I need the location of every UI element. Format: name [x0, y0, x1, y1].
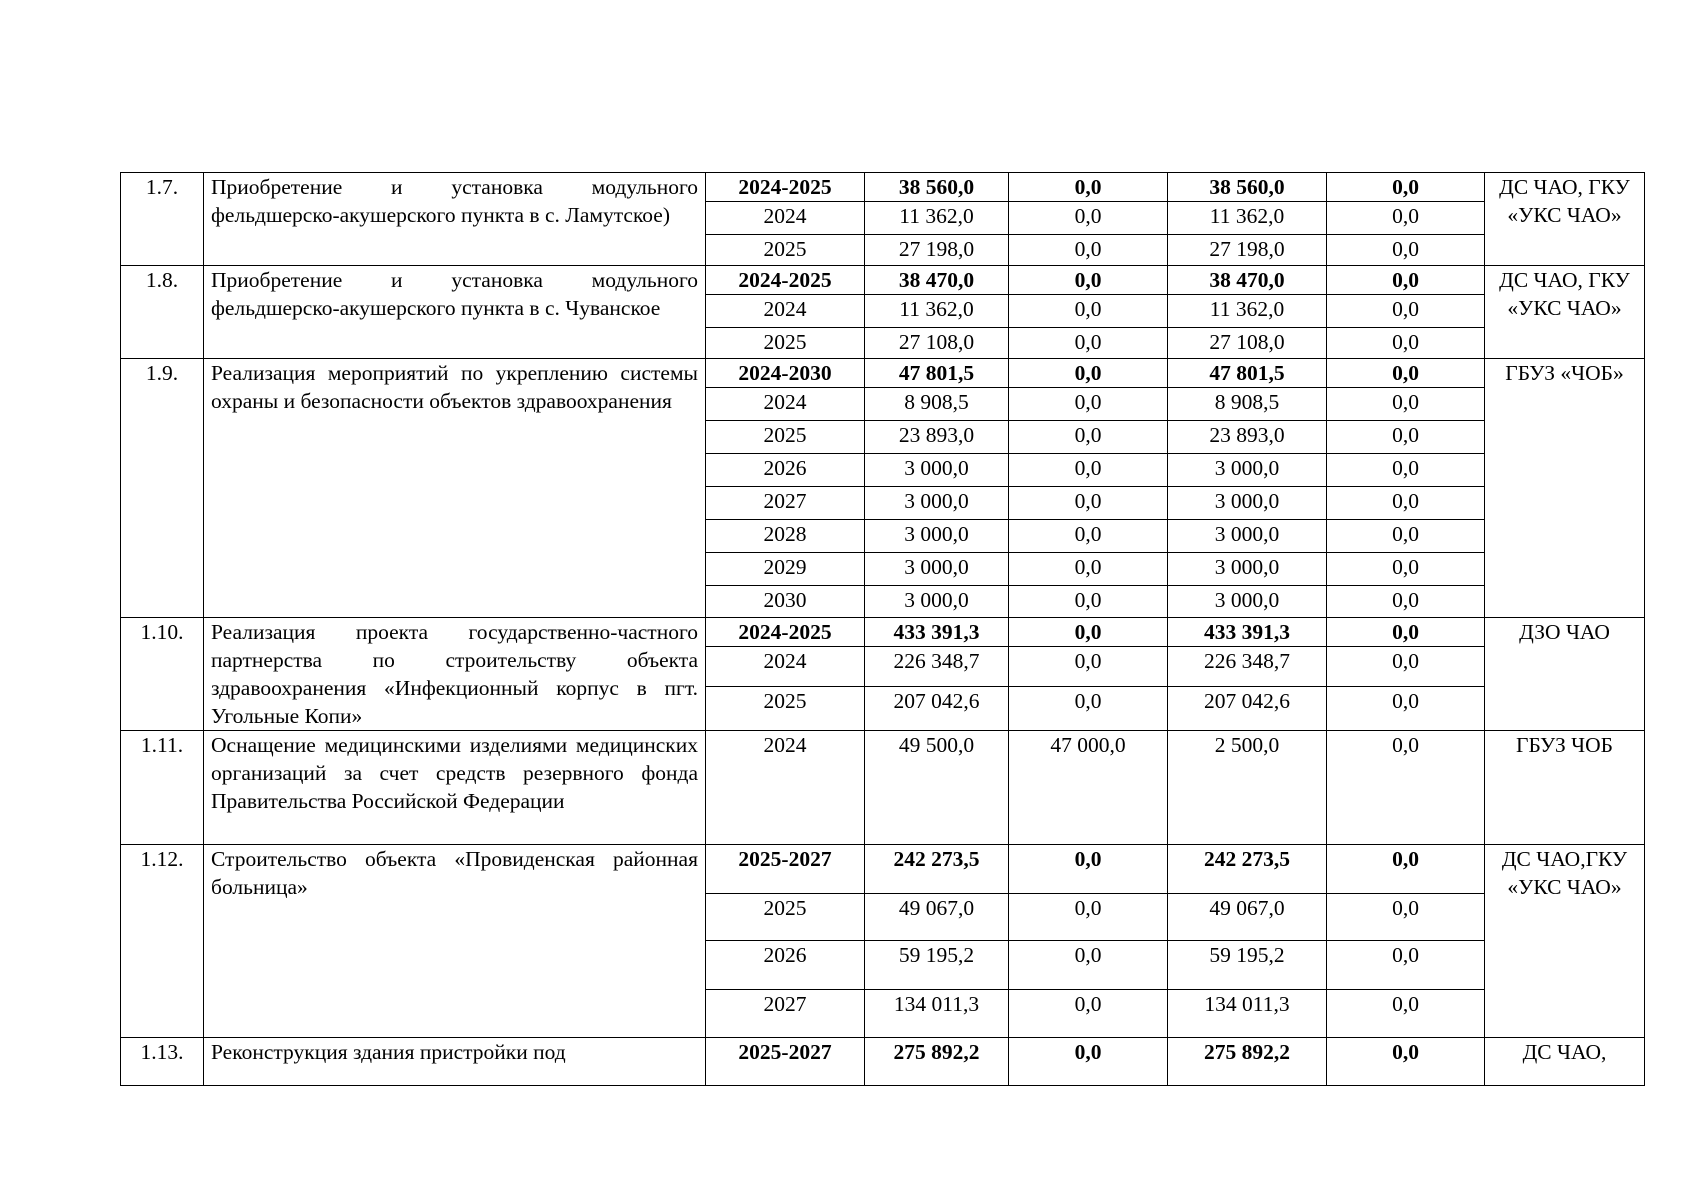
other-sources-cell: 0,0 [1327, 173, 1485, 202]
regional-budget-cell: 11 362,0 [1168, 202, 1327, 235]
regional-budget-cell: 3 000,0 [1168, 520, 1327, 553]
regional-budget-cell: 3 000,0 [1168, 487, 1327, 520]
total-amount-cell: 11 362,0 [865, 295, 1009, 328]
period-cell: 2024-2025 [706, 266, 865, 295]
period-cell: 2027 [706, 990, 865, 1038]
item-name: Реализация проекта государственно-частного партнерства по строительству объекта здравоохранения «Инфекционный корпус в пгт. Угольные Копи» [204, 618, 706, 731]
total-amount-cell: 23 893,0 [865, 421, 1009, 454]
total-amount-cell: 207 042,6 [865, 686, 1009, 730]
federal-budget-cell: 0,0 [1009, 328, 1168, 359]
other-sources-cell: 0,0 [1327, 647, 1485, 686]
federal-budget-cell: 0,0 [1009, 686, 1168, 730]
total-amount-cell: 49 500,0 [865, 731, 1009, 845]
regional-budget-cell: 3 000,0 [1168, 454, 1327, 487]
federal-budget-cell: 0,0 [1009, 454, 1168, 487]
responsible-executor: ГБУЗ ЧОБ [1485, 731, 1645, 845]
total-amount-cell: 3 000,0 [865, 586, 1009, 618]
total-amount-cell: 27 108,0 [865, 328, 1009, 359]
other-sources-cell: 0,0 [1327, 731, 1485, 845]
table-row [121, 845, 1645, 894]
regional-budget-cell: 49 067,0 [1168, 894, 1327, 941]
period-cell: 2029 [706, 553, 865, 586]
regional-budget-cell: 59 195,2 [1168, 941, 1327, 990]
total-amount-cell: 59 195,2 [865, 941, 1009, 990]
total-amount-cell: 47 801,5 [865, 359, 1009, 388]
regional-budget-cell: 2 500,0 [1168, 731, 1327, 845]
other-sources-cell: 0,0 [1327, 454, 1485, 487]
item-number: 1.11. [121, 731, 204, 845]
federal-budget-cell: 0,0 [1009, 586, 1168, 618]
period-cell: 2030 [706, 586, 865, 618]
other-sources-cell: 0,0 [1327, 202, 1485, 235]
period-cell: 2028 [706, 520, 865, 553]
period-cell: 2026 [706, 941, 865, 990]
other-sources-cell: 0,0 [1327, 328, 1485, 359]
other-sources-cell: 0,0 [1327, 520, 1485, 553]
table-row [121, 173, 1645, 202]
total-amount-cell: 27 198,0 [865, 235, 1009, 266]
regional-budget-cell: 433 391,3 [1168, 618, 1327, 647]
period-cell: 2025 [706, 328, 865, 359]
period-cell: 2025 [706, 686, 865, 730]
other-sources-cell: 0,0 [1327, 990, 1485, 1038]
responsible-executor: ГБУЗ «ЧОБ» [1485, 359, 1645, 618]
table-row [121, 731, 1645, 845]
item-name: Оснащение медицинскими изделиями медицинских организаций за счет средств резервного фонда Правительства Российской Федерации [204, 731, 706, 845]
other-sources-cell: 0,0 [1327, 1038, 1485, 1086]
period-cell: 2024 [706, 731, 865, 845]
other-sources-cell: 0,0 [1327, 235, 1485, 266]
item-name: Реализация мероприятий по укреплению системы охраны и безопасности объектов здравоохранения [204, 359, 706, 618]
federal-budget-cell: 0,0 [1009, 266, 1168, 295]
total-amount-cell: 134 011,3 [865, 990, 1009, 1038]
federal-budget-cell: 0,0 [1009, 618, 1168, 647]
federal-budget-cell: 0,0 [1009, 1038, 1168, 1086]
item-name: Приобретение и установка модульного фельдшерско-акушерского пункта в с. Чуванское [204, 266, 706, 359]
federal-budget-cell: 0,0 [1009, 202, 1168, 235]
period-cell: 2024 [706, 295, 865, 328]
responsible-executor: ДС ЧАО,ГКУ «УКС ЧАО» [1485, 845, 1645, 1038]
period-cell: 2026 [706, 454, 865, 487]
other-sources-cell: 0,0 [1327, 266, 1485, 295]
responsible-executor: ДС ЧАО, ГКУ «УКС ЧАО» [1485, 266, 1645, 359]
federal-budget-cell: 0,0 [1009, 359, 1168, 388]
other-sources-cell: 0,0 [1327, 894, 1485, 941]
period-cell: 2024-2030 [706, 359, 865, 388]
regional-budget-cell: 27 108,0 [1168, 328, 1327, 359]
other-sources-cell: 0,0 [1327, 295, 1485, 328]
federal-budget-cell: 0,0 [1009, 941, 1168, 990]
federal-budget-cell: 0,0 [1009, 173, 1168, 202]
table-row [121, 266, 1645, 295]
federal-budget-cell: 0,0 [1009, 487, 1168, 520]
federal-budget-cell: 0,0 [1009, 421, 1168, 454]
other-sources-cell: 0,0 [1327, 586, 1485, 618]
table-row [121, 1038, 1645, 1086]
regional-budget-cell: 207 042,6 [1168, 686, 1327, 730]
federal-budget-cell: 0,0 [1009, 990, 1168, 1038]
total-amount-cell: 38 560,0 [865, 173, 1009, 202]
item-name: Строительство объекта «Провиденская районная больница» [204, 845, 706, 1038]
regional-budget-cell: 3 000,0 [1168, 553, 1327, 586]
item-number: 1.12. [121, 845, 204, 1038]
other-sources-cell: 0,0 [1327, 845, 1485, 894]
regional-budget-cell: 242 273,5 [1168, 845, 1327, 894]
table-row [121, 359, 1645, 388]
other-sources-cell: 0,0 [1327, 553, 1485, 586]
regional-budget-cell: 27 198,0 [1168, 235, 1327, 266]
federal-budget-cell: 0,0 [1009, 647, 1168, 686]
federal-budget-cell: 0,0 [1009, 553, 1168, 586]
federal-budget-cell: 47 000,0 [1009, 731, 1168, 845]
period-cell: 2025 [706, 235, 865, 266]
other-sources-cell: 0,0 [1327, 618, 1485, 647]
period-cell: 2025 [706, 894, 865, 941]
total-amount-cell: 8 908,5 [865, 388, 1009, 421]
regional-budget-cell: 8 908,5 [1168, 388, 1327, 421]
regional-budget-cell: 226 348,7 [1168, 647, 1327, 686]
total-amount-cell: 275 892,2 [865, 1038, 1009, 1086]
item-name: Приобретение и установка модульного фельдшерско-акушерского пункта в с. Ламутское) [204, 173, 706, 266]
responsible-executor: ДЗО ЧАО [1485, 618, 1645, 731]
total-amount-cell: 433 391,3 [865, 618, 1009, 647]
period-cell: 2024-2025 [706, 618, 865, 647]
total-amount-cell: 242 273,5 [865, 845, 1009, 894]
regional-budget-cell: 11 362,0 [1168, 295, 1327, 328]
period-cell: 2027 [706, 487, 865, 520]
period-cell: 2024 [706, 388, 865, 421]
measures-table [120, 172, 1645, 1086]
item-name: Реконструкция здания пристройки под [204, 1038, 706, 1086]
regional-budget-cell: 275 892,2 [1168, 1038, 1327, 1086]
period-cell: 2024-2025 [706, 173, 865, 202]
responsible-executor: ДС ЧАО, [1485, 1038, 1645, 1086]
federal-budget-cell: 0,0 [1009, 388, 1168, 421]
federal-budget-cell: 0,0 [1009, 894, 1168, 941]
regional-budget-cell: 38 470,0 [1168, 266, 1327, 295]
period-cell: 2024 [706, 647, 865, 686]
item-number: 1.13. [121, 1038, 204, 1086]
federal-budget-cell: 0,0 [1009, 520, 1168, 553]
regional-budget-cell: 47 801,5 [1168, 359, 1327, 388]
item-number: 1.10. [121, 618, 204, 731]
regional-budget-cell: 23 893,0 [1168, 421, 1327, 454]
total-amount-cell: 226 348,7 [865, 647, 1009, 686]
other-sources-cell: 0,0 [1327, 421, 1485, 454]
responsible-executor: ДС ЧАО, ГКУ «УКС ЧАО» [1485, 173, 1645, 266]
federal-budget-cell: 0,0 [1009, 235, 1168, 266]
period-cell: 2025-2027 [706, 1038, 865, 1086]
period-cell: 2025 [706, 421, 865, 454]
item-number: 1.9. [121, 359, 204, 618]
period-cell: 2024 [706, 202, 865, 235]
total-amount-cell: 3 000,0 [865, 454, 1009, 487]
total-amount-cell: 11 362,0 [865, 202, 1009, 235]
item-number: 1.7. [121, 173, 204, 266]
regional-budget-cell: 38 560,0 [1168, 173, 1327, 202]
regional-budget-cell: 3 000,0 [1168, 586, 1327, 618]
other-sources-cell: 0,0 [1327, 388, 1485, 421]
total-amount-cell: 3 000,0 [865, 520, 1009, 553]
table-body [121, 173, 1645, 1086]
federal-budget-cell: 0,0 [1009, 845, 1168, 894]
total-amount-cell: 3 000,0 [865, 487, 1009, 520]
table-row [121, 618, 1645, 647]
total-amount-cell: 3 000,0 [865, 553, 1009, 586]
item-number: 1.8. [121, 266, 204, 359]
total-amount-cell: 49 067,0 [865, 894, 1009, 941]
federal-budget-cell: 0,0 [1009, 295, 1168, 328]
other-sources-cell: 0,0 [1327, 941, 1485, 990]
period-cell: 2025-2027 [706, 845, 865, 894]
other-sources-cell: 0,0 [1327, 359, 1485, 388]
regional-budget-cell: 134 011,3 [1168, 990, 1327, 1038]
total-amount-cell: 38 470,0 [865, 266, 1009, 295]
other-sources-cell: 0,0 [1327, 686, 1485, 730]
other-sources-cell: 0,0 [1327, 487, 1485, 520]
